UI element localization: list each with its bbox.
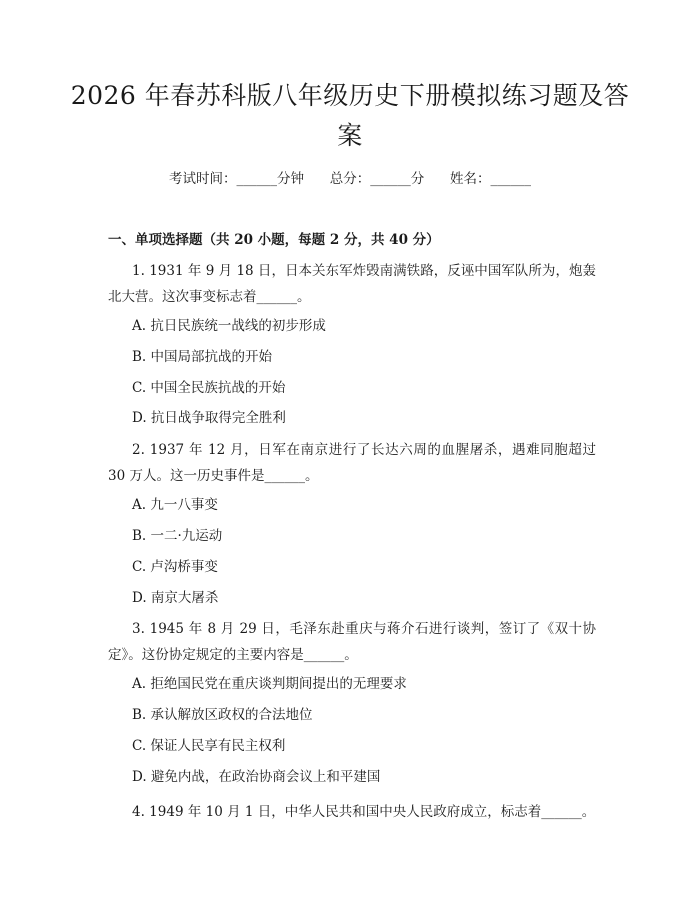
section-heading: 一、单项选择题（共 20 小题，每题 2 分，共 40 分） [108,232,440,248]
question-2-option-d: D. 南京大屠杀 [132,590,219,606]
question-3-option-d: D. 避免内战，在政治协商会议上和平建国 [132,769,381,785]
question-3-option-b: B. 承认解放区政权的合法地位 [132,707,313,723]
exam-student-name: 姓名：______ [450,171,531,187]
question-1-option-c: C. 中国全民族抗战的开始 [132,380,286,396]
question-1-option-b: B. 中国局部抗战的开始 [132,349,273,365]
question-1-stem: 1. 1931 年 9 月 18 日，日本关东军炸毁南满铁路，反诬中国军队所为，炮轰北大营。这次事变标志着______。 [108,263,596,305]
question-3-option-c: C. 保证人民享有民主权利 [132,738,286,754]
exam-meta-line [0,169,700,189]
question-1-option-d: D. 抗日战争取得完全胜利 [132,410,286,426]
question-2-option-c: C. 卢沟桥事变 [132,559,218,575]
question-2-option-b: B. 一二·九运动 [132,528,223,544]
question-1-option-a: A. 抗日民族统一战线的初步形成 [132,318,326,334]
exam-total-score: 总分：______分 [329,171,425,187]
document-title: 2026 年春苏科版八年级历史下册模拟练习题及答案 [70,81,630,150]
question-2-option-a: A. 九一八事变 [132,497,218,513]
question-3-stem: 3. 1945 年 8 月 29 日，毛泽东赴重庆与蒋介石进行谈判，签订了《双十协定》。这份协定规定的主要内容是______。 [108,621,596,663]
question-3-option-a: A. 拒绝国民党在重庆谈判期间提出的无理要求 [132,676,407,692]
question-4-stem: 4. 1949 年 10 月 1 日，中华人民共和国中央人民政府成立，标志着______。 [132,804,596,820]
question-2-stem: 2. 1937 年 12 月，日军在南京进行了长达六周的血腥屠杀，遇难同胞超过 30 万人。这一历史事件是______。 [108,442,596,484]
exam-time: 考试时间：______分钟 [169,171,304,187]
